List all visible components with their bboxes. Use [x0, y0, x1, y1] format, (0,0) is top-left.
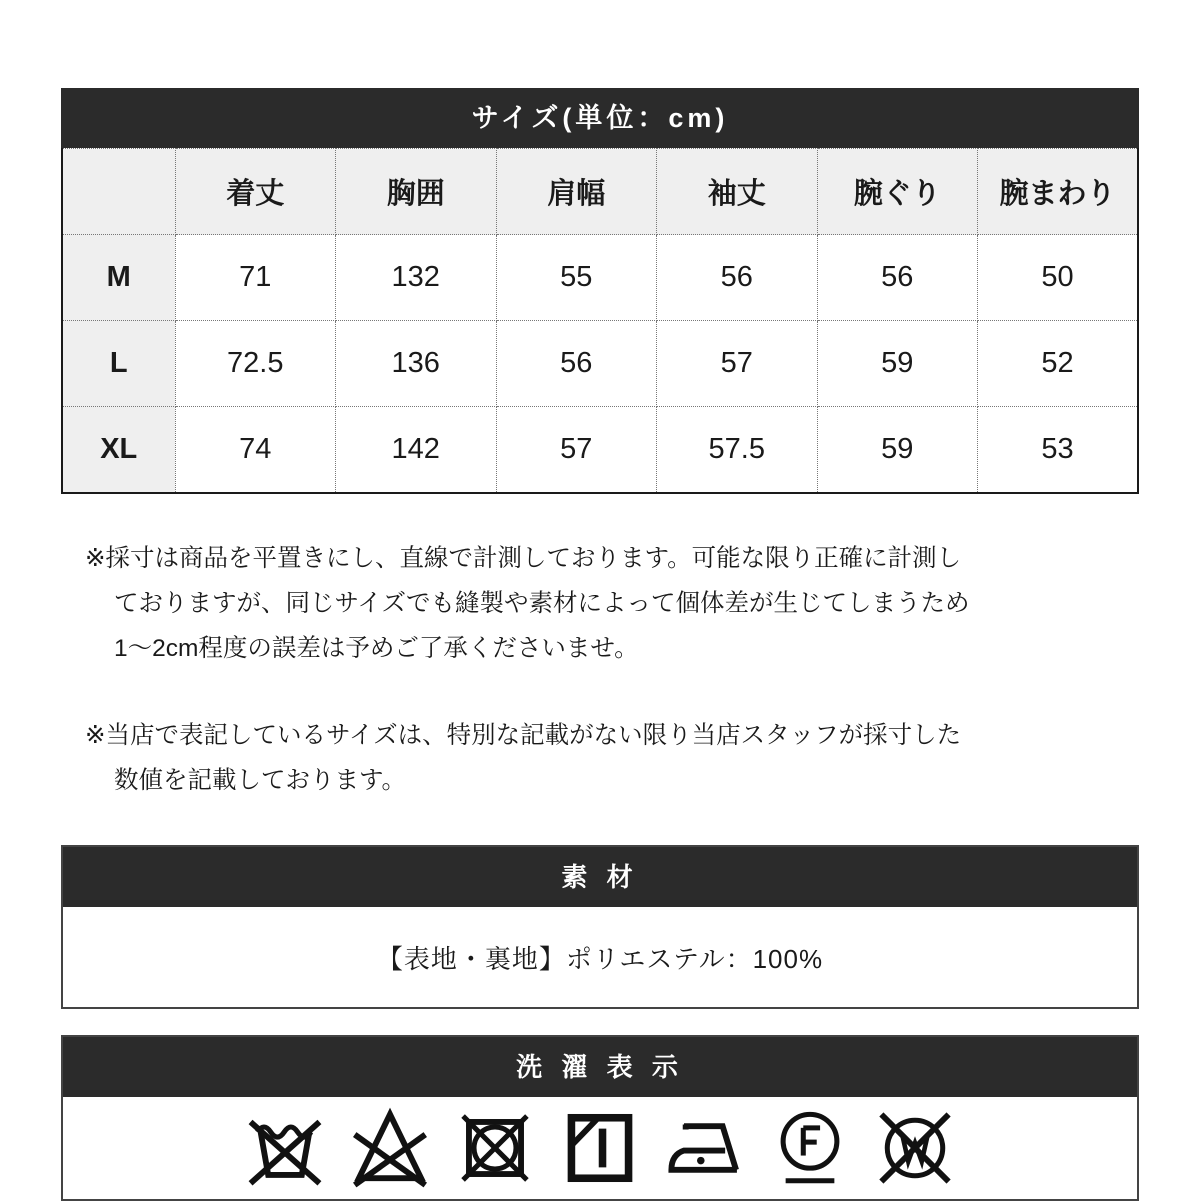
size-label: M: [62, 235, 175, 321]
measure-cell: 59: [817, 407, 978, 494]
care-section: [61, 1035, 1139, 1201]
do-not-wet-clean-icon: [873, 1106, 957, 1190]
line-dry-in-shade-icon: [558, 1106, 642, 1190]
note-line: ※採寸は商品を平置きにし、直線で計測しております。可能な限り正確に計測し: [85, 545, 962, 572]
measure-cell: 57: [657, 321, 818, 407]
measure-cell: 72.5: [175, 321, 336, 407]
column-header: 腕ぐり: [817, 149, 978, 235]
do-not-bleach-icon: [348, 1106, 432, 1190]
column-header: 腕まわり: [978, 149, 1139, 235]
column-header: 着丈: [175, 149, 336, 235]
measure-cell: 50: [978, 235, 1139, 321]
measure-cell: 136: [336, 321, 497, 407]
material-section: [61, 845, 1139, 1009]
size-label: L: [62, 321, 175, 407]
size-table-header-row: [62, 149, 1138, 235]
measure-cell: 56: [817, 235, 978, 321]
measure-cell: 57: [496, 407, 657, 494]
table-row: [62, 321, 1138, 407]
note-line: ※当店で表記しているサイズは、特別な記載がない限り当店スタッフが採寸した: [85, 722, 962, 749]
measure-cell: 55: [496, 235, 657, 321]
column-header: 袖丈: [657, 149, 818, 235]
corner-cell: [62, 149, 175, 235]
dry-clean-petroleum-gentle-icon: [768, 1106, 852, 1190]
material-content: 【表地・裏地】ポリエステル：100%: [376, 943, 824, 974]
measure-cell: 132: [336, 235, 497, 321]
size-table-section: [61, 88, 1139, 494]
measure-cell: 52: [978, 321, 1139, 407]
note-line: 1〜2cm程度の誤差は予めご了承くださいませ。: [114, 635, 639, 662]
measure-cell: 56: [496, 321, 657, 407]
note-line: 数値を記載しております。: [114, 767, 407, 794]
size-table: [61, 148, 1139, 494]
do-not-tumble-dry-icon: [453, 1106, 537, 1190]
column-header: 胸囲: [336, 149, 497, 235]
care-title: 洗 濯 表 示: [63, 1037, 1137, 1097]
measure-cell: 74: [175, 407, 336, 494]
table-row: [62, 235, 1138, 321]
care-symbols: [63, 1097, 1137, 1199]
size-table-title: サイズ(単位：cm): [61, 88, 1139, 148]
measure-cell: 142: [336, 407, 497, 494]
material-title: 素 材: [63, 847, 1137, 907]
column-header: 肩幅: [496, 149, 657, 235]
measure-cell: 53: [978, 407, 1139, 494]
table-row: [62, 407, 1138, 494]
iron-low-temp-icon: [663, 1106, 747, 1190]
notes: [61, 536, 1139, 803]
measure-cell: 56: [657, 235, 818, 321]
staff-measured-note: [85, 713, 1139, 803]
measure-cell: 59: [817, 321, 978, 407]
do-not-wash-icon: [243, 1106, 327, 1190]
measure-cell: 57.5: [657, 407, 818, 494]
size-guide-page: [61, 0, 1139, 1201]
size-label: XL: [62, 407, 175, 494]
note-line: ておりますが、同じサイズでも縫製や素材によって個体差が生じてしまうため: [114, 590, 970, 617]
measure-cell: 71: [175, 235, 336, 321]
measurement-note: [85, 536, 1139, 671]
